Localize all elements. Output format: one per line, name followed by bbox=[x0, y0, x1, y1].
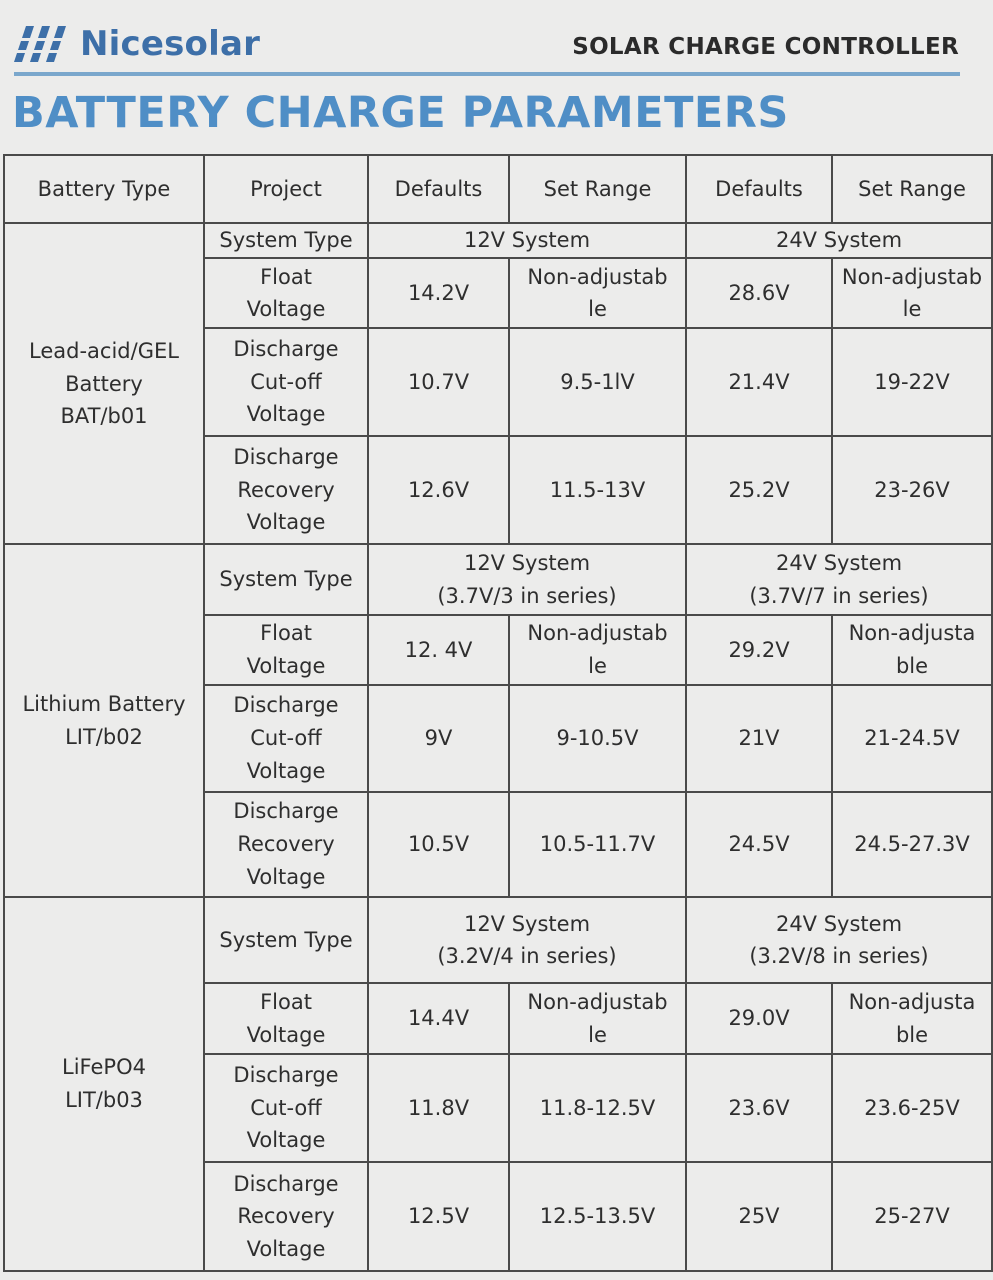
system-12v-cell: 12V System bbox=[368, 223, 686, 258]
default-24v-cell: 29.0V bbox=[686, 983, 832, 1053]
default-12v-cell: 10.5V bbox=[368, 792, 509, 898]
page-title: BATTERY CHARGE PARAMETERS bbox=[12, 88, 789, 138]
default-24v-cell: 24.5V bbox=[686, 792, 832, 898]
range-12v-cell: 11.8-12.5V bbox=[509, 1054, 686, 1163]
column-header: Set Range bbox=[509, 155, 686, 223]
project-cell: System Type bbox=[204, 223, 368, 258]
default-24v-cell: 21V bbox=[686, 685, 832, 792]
range-24v-cell: 21-24.5V bbox=[832, 685, 992, 792]
range-12v-cell: 12.5-13.5V bbox=[509, 1162, 686, 1271]
default-12v-cell: 14.4V bbox=[368, 983, 509, 1053]
project-cell: Float Voltage bbox=[204, 983, 368, 1053]
default-12v-cell: 10.7V bbox=[368, 328, 509, 436]
column-header: Defaults bbox=[368, 155, 509, 223]
battery-type-cell: Lithium Battery LIT/b02 bbox=[4, 544, 204, 897]
range-12v-cell: 9-10.5V bbox=[509, 685, 686, 792]
range-24v-cell: 25-27V bbox=[832, 1162, 992, 1271]
project-cell: Float Voltage bbox=[204, 615, 368, 685]
range-24v-cell: 24.5-27.3V bbox=[832, 792, 992, 898]
table-row bbox=[4, 223, 992, 258]
header-row bbox=[4, 155, 992, 223]
battery-type-cell: LiFePO4 LIT/b03 bbox=[4, 897, 204, 1271]
brand-name: Nicesolar bbox=[80, 24, 261, 64]
project-cell: Discharge Cut-off Voltage bbox=[204, 1054, 368, 1163]
column-header: Defaults bbox=[686, 155, 832, 223]
default-24v-cell: 29.2V bbox=[686, 615, 832, 685]
project-cell: Discharge Cut-off Voltage bbox=[204, 685, 368, 792]
project-cell: Float Voltage bbox=[204, 258, 368, 328]
default-24v-cell: 21.4V bbox=[686, 328, 832, 436]
range-12v-cell: Non-adjustab le bbox=[509, 983, 686, 1053]
table-row bbox=[4, 897, 992, 983]
table-row bbox=[4, 544, 992, 614]
default-24v-cell: 25.2V bbox=[686, 436, 832, 545]
range-24v-cell: Non-adjusta ble bbox=[832, 615, 992, 685]
project-cell: Discharge Cut-off Voltage bbox=[204, 328, 368, 436]
project-cell: Discharge Recovery Voltage bbox=[204, 436, 368, 545]
range-12v-cell: Non-adjustab le bbox=[509, 258, 686, 328]
solar-stripes-icon bbox=[12, 24, 78, 64]
default-24v-cell: 23.6V bbox=[686, 1054, 832, 1163]
project-cell: Discharge Recovery Voltage bbox=[204, 792, 368, 898]
default-12v-cell: 14.2V bbox=[368, 258, 509, 328]
range-12v-cell: Non-adjustab le bbox=[509, 615, 686, 685]
table-body bbox=[4, 155, 992, 1271]
range-12v-cell: 9.5-1lV bbox=[509, 328, 686, 436]
range-24v-cell: 23.6-25V bbox=[832, 1054, 992, 1163]
range-24v-cell: Non-adjusta ble bbox=[832, 983, 992, 1053]
project-cell: System Type bbox=[204, 897, 368, 983]
system-12v-cell: 12V System (3.2V/4 in series) bbox=[368, 897, 686, 983]
range-24v-cell: Non-adjustab le bbox=[832, 258, 992, 328]
column-header: Project bbox=[204, 155, 368, 223]
project-cell: System Type bbox=[204, 544, 368, 614]
system-24v-cell: 24V System bbox=[686, 223, 992, 258]
range-24v-cell: 19-22V bbox=[832, 328, 992, 436]
default-12v-cell: 12.5V bbox=[368, 1162, 509, 1271]
brand-logo bbox=[12, 22, 260, 66]
range-12v-cell: 11.5-13V bbox=[509, 436, 686, 545]
default-12v-cell: 11.8V bbox=[368, 1054, 509, 1163]
system-12v-cell: 12V System (3.7V/3 in series) bbox=[368, 544, 686, 614]
default-12v-cell: 12.6V bbox=[368, 436, 509, 545]
default-24v-cell: 28.6V bbox=[686, 258, 832, 328]
project-cell: Discharge Recovery Voltage bbox=[204, 1162, 368, 1271]
system-24v-cell: 24V System (3.7V/7 in series) bbox=[686, 544, 992, 614]
battery-parameters-table bbox=[3, 154, 993, 1272]
battery-type-cell: Lead-acid/GEL Battery BAT/b01 bbox=[4, 223, 204, 544]
default-24v-cell: 25V bbox=[686, 1162, 832, 1271]
default-12v-cell: 12. 4V bbox=[368, 615, 509, 685]
range-12v-cell: 10.5-11.7V bbox=[509, 792, 686, 898]
page-header bbox=[0, 0, 993, 150]
product-subtitle: SOLAR CHARGE CONTROLLER bbox=[572, 34, 959, 60]
default-12v-cell: 9V bbox=[368, 685, 509, 792]
column-header: Set Range bbox=[832, 155, 992, 223]
header-divider bbox=[14, 72, 960, 76]
system-24v-cell: 24V System (3.2V/8 in series) bbox=[686, 897, 992, 983]
column-header: Battery Type bbox=[4, 155, 204, 223]
range-24v-cell: 23-26V bbox=[832, 436, 992, 545]
